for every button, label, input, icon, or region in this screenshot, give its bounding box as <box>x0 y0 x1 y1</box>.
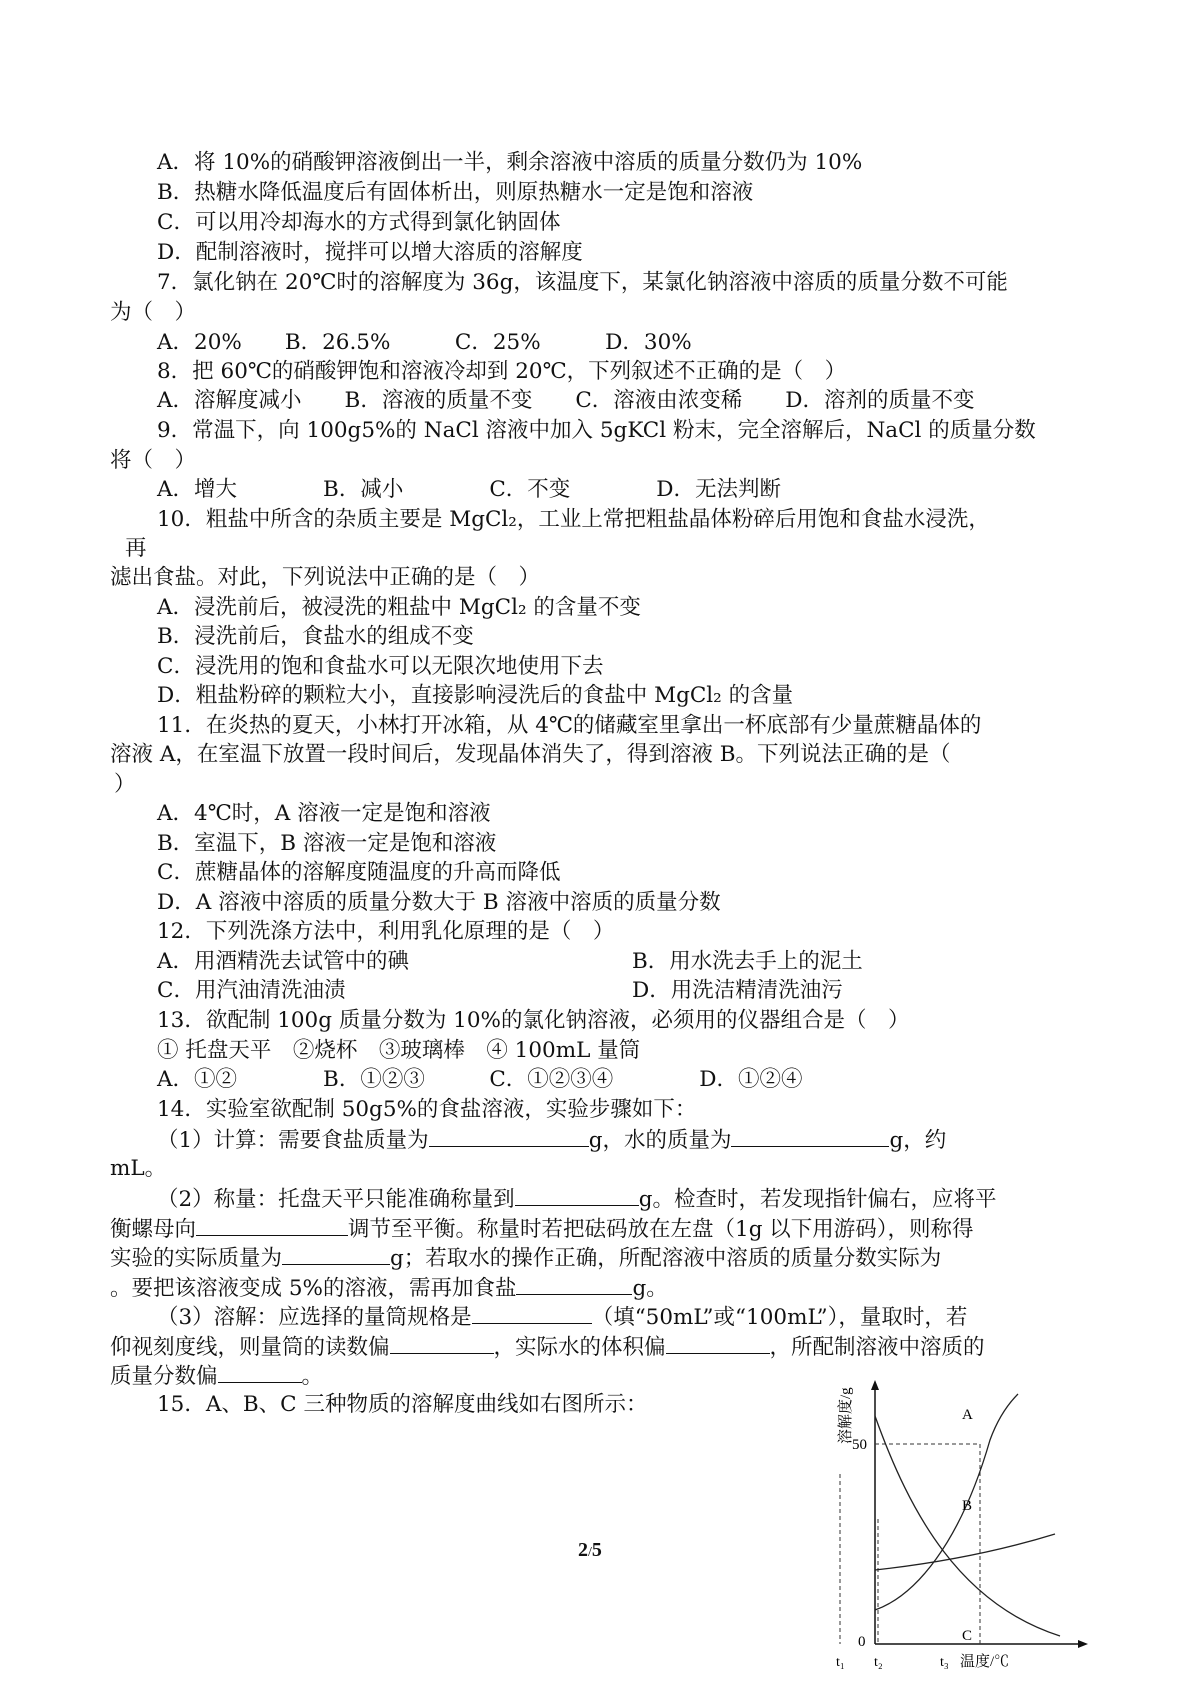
y-axis-arrow <box>871 1380 879 1390</box>
q9-options: A．增大 B．减小 C．不变 D．无法判断 <box>157 477 782 502</box>
q11-option-a: A．4℃时，A 溶液一定是饱和溶液 <box>157 801 491 826</box>
x-axis-arrow <box>1078 1640 1088 1648</box>
series-label-c: C <box>962 1628 973 1644</box>
q12-option-d: D．用洗洁精清洗油污 <box>632 978 843 1003</box>
xtick-t1: t₁ <box>836 1655 845 1670</box>
curves <box>875 1394 1060 1636</box>
q14-part1-text-a: （1）计算：需要食盐质量为 <box>157 1128 429 1153</box>
xlabel-text: 温度/℃ <box>960 1654 1010 1670</box>
q14-part2-text-g: 。要把该溶液变成 5%的溶液，需再加食盐 <box>110 1276 517 1301</box>
q10-option-d: D．粗盐粉碎的颗粒大小，直接影响浸洗后的食盐中 MgCl₂ 的含量 <box>157 683 794 708</box>
q14-part2-cont2 <box>110 1242 941 1274</box>
q10-option-b: B．浸洗前后，食盐水的组成不变 <box>157 624 474 649</box>
curve-a <box>875 1394 1018 1610</box>
q14-part2-cont3 <box>110 1272 668 1304</box>
q6-option-d: D．配制溶液时，搅拌可以增大溶质的溶解度 <box>157 240 583 265</box>
q14-part3-text-b: （填“50mL”或“100mL”），量取时，若 <box>591 1305 968 1330</box>
q11-option-d: D．A 溶液中溶质的质量分数大于 B 溶液中溶质的质量分数 <box>157 890 721 915</box>
page-number-total: 5 <box>591 1539 602 1561</box>
xtick-t3: t₃ <box>940 1655 949 1670</box>
q14-part2 <box>157 1183 996 1215</box>
q6-option-c: C．可以用冷却海水的方式得到氯化钠固体 <box>157 210 561 235</box>
q14-part1-cont: mL。 <box>110 1156 167 1181</box>
q10-stem-cont2: 滤出食盐。对此，下列说法中正确的是（ ） <box>110 565 541 590</box>
answer-blank[interactable] <box>282 1242 390 1265</box>
q14-part3-cont <box>110 1331 985 1363</box>
q11-option-b: B．室温下，B 溶液一定是饱和溶液 <box>157 831 497 856</box>
q9-stem-cont: 将（ ） <box>110 448 197 473</box>
series-label-a: A <box>962 1407 973 1423</box>
answer-blank[interactable] <box>515 1183 639 1206</box>
q14-part2-text-b: g。检查时，若发现指针偏右，应将平 <box>638 1187 997 1212</box>
series-label-b: B <box>962 1498 973 1514</box>
q14-part1-text-b: g，水的质量为 <box>588 1128 732 1153</box>
q11-stem: 11．在炎热的夏天，小林打开冰箱，从 4℃的储藏室里拿出一杯底部有少量蔗糖晶体的 <box>157 713 982 738</box>
answer-blank[interactable] <box>666 1331 770 1354</box>
q7-stem-cont: 为（ ） <box>110 300 197 325</box>
q8-stem: 8．把 60℃的硝酸钾饱和溶液冷却到 20℃，下列叙述不正确的是（ ） <box>157 359 847 384</box>
q15-stem: 15．A、B、C 三种物质的溶解度曲线如右图所示： <box>157 1392 648 1417</box>
q6-option-a: A．将 10%的硝酸钾溶液倒出一半，剩余溶液中溶质的质量分数仍为 10% <box>157 150 863 175</box>
q6-option-b: B．热糖水降低温度后有固体析出，则原热糖水一定是饱和溶液 <box>157 180 754 205</box>
q14-part3-cont2 <box>110 1360 323 1392</box>
q14-part2-text-e: 实验的实际质量为 <box>110 1246 283 1271</box>
solubility-chart <box>830 1374 1130 1684</box>
q14-part3-text-f: 质量分数偏 <box>110 1364 218 1389</box>
answer-blank[interactable] <box>731 1124 889 1147</box>
q13-options: A．①② B．①②③ C．①②③④ D．①②④ <box>157 1067 803 1092</box>
q14-part2-text-h: g。 <box>632 1276 668 1301</box>
q12-option-c: C．用汽油清洗油渍 <box>157 978 346 1003</box>
page-number <box>578 1539 602 1562</box>
answer-blank[interactable] <box>472 1301 592 1324</box>
q14-part3-text-c: 仰视刻度线，则量筒的读数偏 <box>110 1335 390 1360</box>
q14-part3-text-e: ，所配制溶液中溶质的 <box>769 1335 985 1360</box>
q14-part1 <box>157 1124 946 1156</box>
q10-option-a: A．浸洗前后，被浸洗的粗盐中 MgCl₂ 的含量不变 <box>157 595 641 620</box>
answer-blank[interactable] <box>516 1272 632 1295</box>
q10-stem-cont: 再 <box>125 536 147 561</box>
q13-stem: 13．欲配制 100g 质量分数为 10%的氯化钠溶液，必须用的仪器组合是（ ） <box>157 1008 910 1033</box>
q7-stem: 7．氯化钠在 20℃时的溶解度为 36g，该温度下，某氯化钠溶液中溶质的质量分数不可能 <box>157 270 1008 295</box>
ylabel-text: 溶解度/g <box>838 1387 854 1444</box>
q14-part1-text-c: g，约 <box>889 1128 947 1153</box>
q8-options: A．溶解度减小 B．溶液的质量不变 C．溶液由浓变稀 D．溶剂的质量不变 <box>157 388 975 413</box>
q14-part3-text-a: （3）溶解：应选择的量筒规格是 <box>157 1305 472 1330</box>
q12-stem: 12．下列洗涤方法中，利用乳化原理的是（ ） <box>157 919 615 944</box>
guide-lines <box>840 1444 980 1644</box>
q11-option-c: C．蔗糖晶体的溶解度随温度的升高而降低 <box>157 860 561 885</box>
ytick-50: 50 <box>852 1437 867 1453</box>
q10-stem: 10．粗盐中所含的杂质主要是 MgCl₂，工业上常把粗盐晶体粉碎后用饱和食盐水浸洗， <box>157 507 990 532</box>
page-number-separator: / <box>588 1545 592 1560</box>
q12-option-b: B．用水洗去手上的泥土 <box>632 949 863 974</box>
q14-part3-text-g: 。 <box>301 1364 324 1389</box>
q10-option-c: C．浸洗用的饱和食盐水可以无限次地使用下去 <box>157 654 604 679</box>
q7-options: A．20% B．26.5% C．25% D．30% <box>157 330 692 355</box>
q14-part2-text-f: g；若取水的操作正确，所配溶液中溶质的质量分数实际为 <box>390 1246 942 1271</box>
answer-blank[interactable] <box>218 1360 302 1383</box>
q14-part2-cont <box>110 1213 974 1245</box>
q14-part2-text-d: 调节至平衡。称量时若把砝码放在左盘（1g 以下用游码），则称得 <box>348 1217 974 1242</box>
curve-b <box>875 1534 1055 1570</box>
q14-stem: 14．实验室欲配制 50g5%的食盐溶液，实验步骤如下： <box>157 1097 697 1122</box>
q11-stem-cont2: ） <box>114 772 136 797</box>
q11-stem-cont: 溶液 A，在室温下放置一段时间后，发现晶体消失了，得到溶液 B。下列说法正确的是（ <box>110 742 951 767</box>
q14-part2-text-c: 衡螺母向 <box>110 1217 197 1242</box>
q9-stem: 9．常温下，向 100g5%的 NaCl 溶液中加入 5gKCl 粉末，完全溶解后，NaCl 的质量分数 <box>157 418 1036 443</box>
q12-option-a: A．用酒精洗去试管中的碘 <box>157 949 410 974</box>
xtick-t2: t₂ <box>874 1655 883 1670</box>
ytick-0: 0 <box>858 1634 866 1650</box>
curve-c <box>875 1416 1060 1636</box>
q14-part3 <box>157 1301 967 1333</box>
q13-items: ① 托盘天平 ②烧杯 ③玻璃棒 ④ 100mL 量筒 <box>157 1038 641 1063</box>
answer-blank[interactable] <box>390 1331 494 1354</box>
answer-blank[interactable] <box>196 1213 348 1236</box>
page-number-current: 2 <box>578 1539 588 1561</box>
answer-blank[interactable] <box>429 1124 589 1147</box>
q14-part2-text-a: （2）称量：托盘天平只能准确称量到 <box>157 1187 515 1212</box>
q14-part3-text-d: ，实际水的体积偏 <box>493 1335 666 1360</box>
